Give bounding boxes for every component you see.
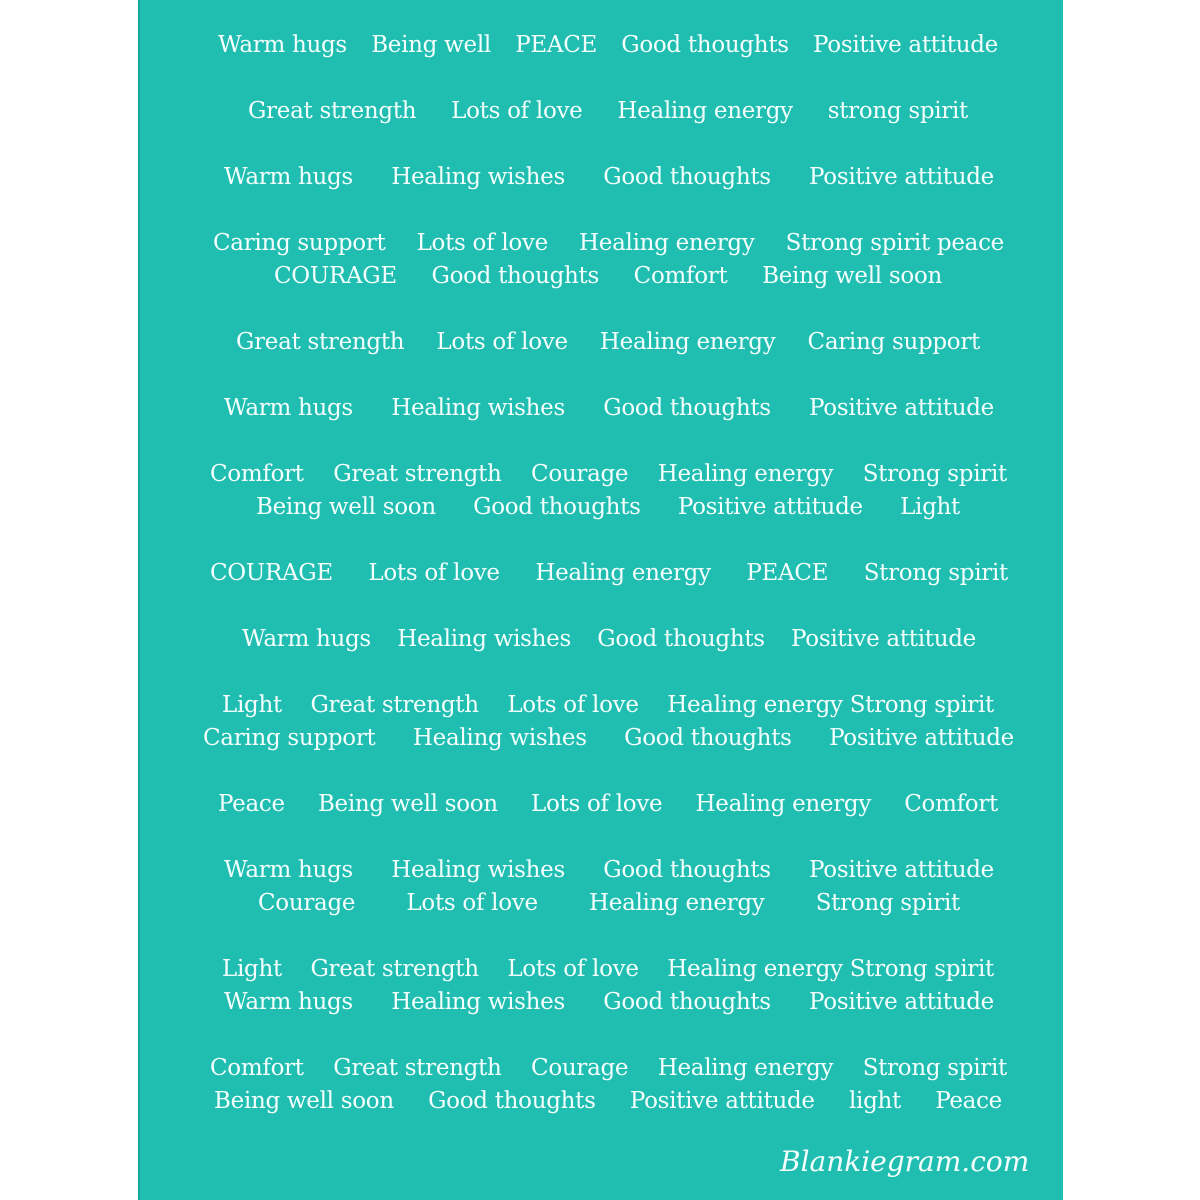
phrase: Healing energy Strong spirit: [667, 956, 994, 982]
phrase: Lots of love: [436, 329, 568, 355]
phrase: Peace: [935, 1088, 1002, 1114]
phrase-line: [242, 622, 976, 656]
phrase: Courage: [258, 890, 356, 916]
phrase: PEACE: [515, 32, 597, 58]
phrase-line: [236, 325, 980, 359]
phrase: Positive attitude: [809, 989, 994, 1015]
phrase: Lots of love: [368, 560, 500, 586]
phrase: Warm hugs: [218, 32, 347, 58]
phrase: Positive attitude: [809, 164, 994, 190]
phrase: Great strength: [310, 692, 479, 718]
phrase: Great strength: [236, 329, 405, 355]
phrase-line: [248, 94, 968, 128]
phrase: Good thoughts: [428, 1088, 596, 1114]
phrase: Caring support: [203, 725, 376, 751]
brand-watermark: Blankiegram.com: [780, 1145, 1030, 1178]
phrase-line: [222, 688, 994, 722]
phrase: Good thoughts: [603, 395, 771, 421]
phrase: Good thoughts: [603, 164, 771, 190]
phrase-line: [210, 457, 1007, 491]
phrase-line: [224, 160, 994, 194]
phrase: Courage: [531, 1055, 629, 1081]
phrase-line: [224, 985, 994, 1019]
phrase: light: [848, 1088, 901, 1114]
phrase-line: [214, 1084, 1002, 1118]
phrase: Healing energy: [589, 890, 765, 916]
phrase: Being well soon: [317, 791, 498, 817]
phrase: Warm hugs: [224, 857, 353, 883]
phrase: Being well: [371, 32, 491, 58]
phrase: Healing wishes: [391, 395, 566, 421]
phrase: Good thoughts: [621, 32, 789, 58]
phrase: Great strength: [333, 461, 502, 487]
phrase: Warm hugs: [224, 395, 353, 421]
phrase: Light: [900, 494, 960, 520]
phrase-line: [222, 952, 994, 986]
phrase: Strong spirit peace: [785, 230, 1004, 256]
phrase: Warm hugs: [224, 989, 353, 1015]
phrase: Light: [222, 692, 282, 718]
phrase: Healing energy: [657, 1055, 834, 1081]
phrase: Being well soon: [256, 494, 436, 520]
phrase: Light: [222, 956, 282, 982]
phrase-line: [218, 28, 998, 62]
phrase-line: [224, 853, 994, 887]
phrase: Strong spirit: [863, 560, 1008, 586]
phrase-line: [203, 721, 1014, 755]
phrase: Good thoughts: [603, 857, 771, 883]
phrase: Strong spirit: [862, 461, 1007, 487]
phrase: Comfort: [904, 791, 998, 817]
phrase: Comfort: [210, 461, 304, 487]
phrase: Great strength: [310, 956, 479, 982]
phrase: Healing wishes: [412, 725, 587, 751]
phrase: Good thoughts: [431, 263, 599, 289]
phrase: Healing energy: [695, 791, 872, 817]
phrase: Warm hugs: [224, 164, 353, 190]
phrase: Positive attitude: [629, 1088, 815, 1114]
phrase: Lots of love: [507, 956, 639, 982]
phrase: strong spirit: [827, 98, 968, 124]
phrase: Caring support: [213, 230, 386, 256]
phrase: Healing energy: [599, 329, 776, 355]
phrase: Lots of love: [507, 692, 639, 718]
phrase: Healing energy Strong spirit: [667, 692, 994, 718]
phrase: Lots of love: [451, 98, 583, 124]
phrase: Being well soon: [214, 1088, 394, 1114]
phrase: Warm hugs: [242, 626, 371, 652]
phrase: Positive attitude: [829, 725, 1014, 751]
phrase: Healing energy: [657, 461, 834, 487]
phrase: Healing energy: [535, 560, 711, 586]
phrase: Lots of love: [406, 890, 538, 916]
phrase-line: [213, 226, 1004, 260]
phrase: Healing wishes: [391, 989, 566, 1015]
phrase-line: [210, 556, 1008, 590]
phrase-line: [218, 787, 998, 821]
phrase: Healing wishes: [391, 164, 566, 190]
phrase: COURAGE: [210, 560, 333, 586]
phrase: Positive attitude: [813, 32, 998, 58]
phrase-line: [224, 391, 994, 425]
phrase: Positive attitude: [809, 857, 994, 883]
phrase: Strong spirit: [815, 890, 960, 916]
phrase: Good thoughts: [597, 626, 765, 652]
phrase: Peace: [218, 791, 285, 817]
phrase: Positive attitude: [677, 494, 863, 520]
phrase: Comfort: [633, 263, 728, 289]
phrase: Great strength: [333, 1055, 502, 1081]
phrase: COURAGE: [274, 263, 397, 289]
phrase-line: [210, 1051, 1007, 1085]
phrase: Positive attitude: [809, 395, 994, 421]
phrase: Comfort: [210, 1055, 304, 1081]
phrase: Healing energy: [617, 98, 793, 124]
phrase: Strong spirit: [862, 1055, 1007, 1081]
phrase: PEACE: [746, 560, 829, 586]
phrase: Positive attitude: [791, 626, 976, 652]
phrase: Courage: [531, 461, 629, 487]
phrase: Lots of love: [531, 791, 663, 817]
phrase: Lots of love: [416, 230, 548, 256]
phrase: Healing wishes: [397, 626, 572, 652]
phrase: Good thoughts: [473, 494, 641, 520]
phrase: Healing energy: [579, 230, 755, 256]
phrase: Caring support: [807, 329, 980, 355]
phrase-line: [256, 490, 960, 524]
phrase-line: [258, 886, 960, 920]
phrase: Great strength: [248, 98, 417, 124]
phrase-line: [274, 259, 942, 293]
phrase: Healing wishes: [391, 857, 566, 883]
phrase: Good thoughts: [624, 725, 792, 751]
phrase: Being well soon: [762, 263, 942, 289]
phrase: Good thoughts: [603, 989, 771, 1015]
